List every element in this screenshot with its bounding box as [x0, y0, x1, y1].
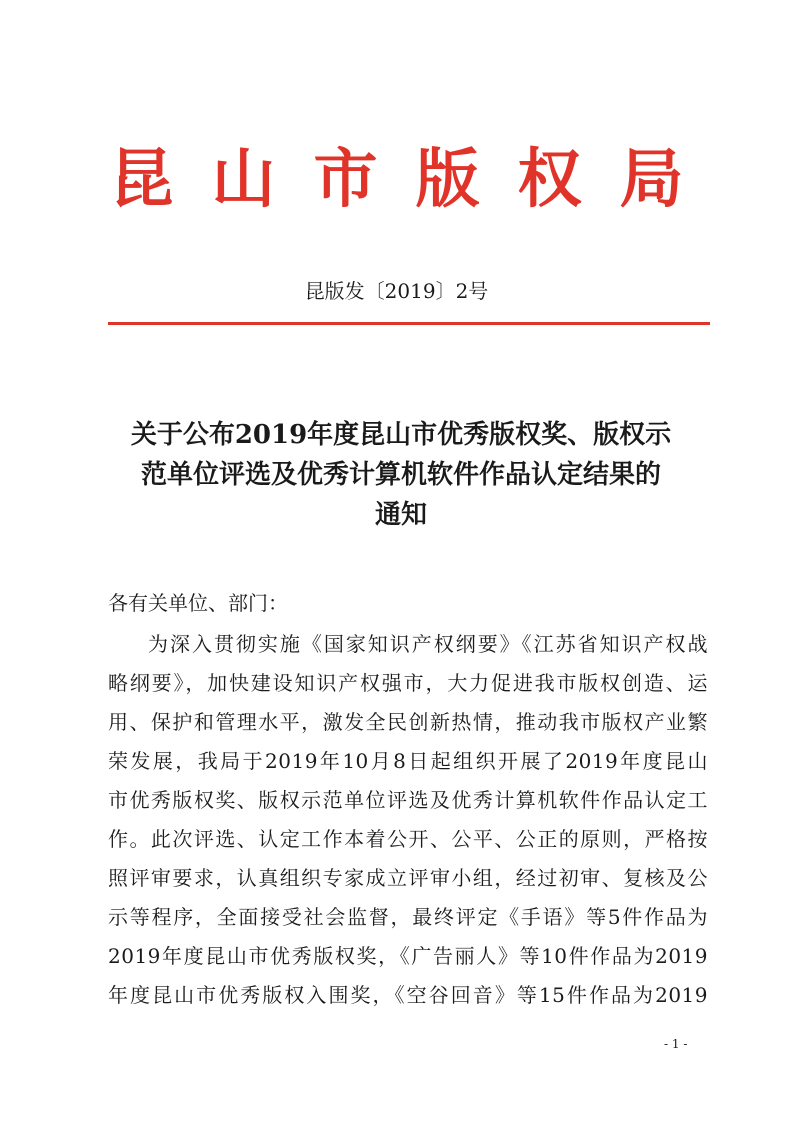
body-line: 照评审要求，认真组织专家成立评审小组，经过初审、复核及公 — [108, 866, 708, 890]
notice-title — [100, 415, 702, 535]
body-line: 为深入贯彻实施《国家知识产权纲要》《江苏省知识产权战 — [148, 632, 708, 656]
body-line: 作。此次评选、认定工作本着公开、公平、公正的原则，严格按 — [108, 827, 708, 851]
body-line: 示等程序，全面接受社会监督，最终评定《手语》等5件作品为 — [108, 905, 708, 929]
body-line: 用、保护和管理水平，激发全民创新热情，推动我市版权产业繁 — [108, 710, 708, 734]
title-line: 关于公布2019年度昆山市优秀版权奖、版权示 — [130, 420, 672, 450]
title-line: 范单位评选及优秀计算机软件作品认定结果的 — [140, 460, 661, 490]
salutation: 各有关单位、部门： — [108, 591, 288, 615]
title-line: 通知 — [374, 500, 427, 530]
body-line: 荣发展，我局于2019年10月8日起组织开展了2019年度昆山 — [108, 749, 708, 773]
document-number: 昆版发〔2019〕2号 — [304, 279, 489, 303]
agency-masthead: 昆山市版权局 — [109, 142, 722, 217]
body-line: 年度昆山市优秀版权入围奖，《空谷回音》等15件作品为2019 — [108, 983, 708, 1007]
page-number: - 1 - — [664, 1037, 688, 1051]
body-line: 略纲要》，加快建设知识产权强市，大力促进我市版权创造、运 — [108, 671, 708, 695]
body-paragraph — [108, 625, 708, 1015]
body-line: 2019年度昆山市优秀版权奖，《广告丽人》等10件作品为2019 — [108, 944, 708, 968]
red-divider-line — [108, 322, 710, 325]
body-line: 市优秀版权奖、版权示范单位评选及优秀计算机软件作品认定工 — [108, 788, 708, 812]
